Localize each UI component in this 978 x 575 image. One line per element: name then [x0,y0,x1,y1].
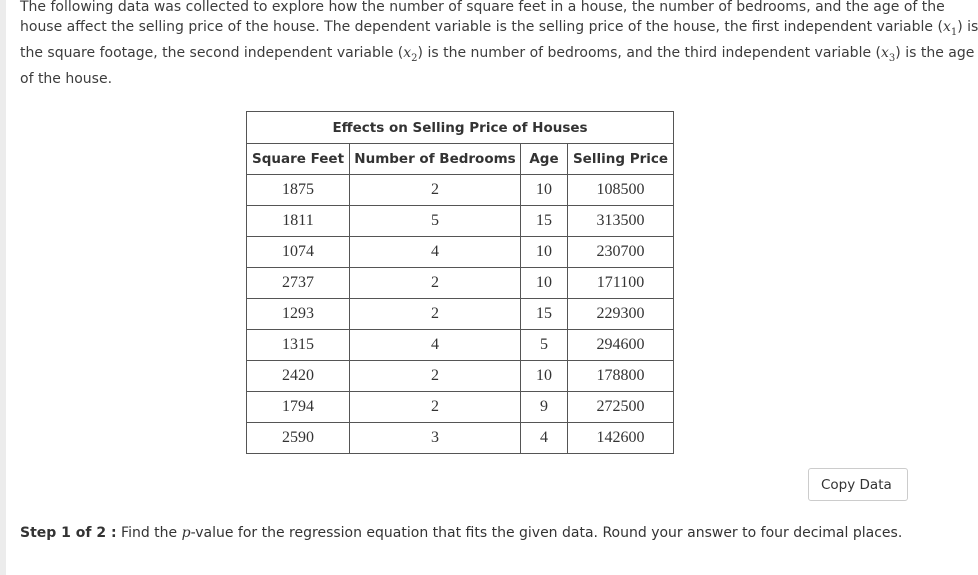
cell-bedrooms: 2 [350,361,521,392]
table-row [247,392,674,423]
cell-square-feet: 1875 [247,175,350,206]
cell-square-feet: 2737 [247,268,350,299]
cell-bedrooms: 4 [350,237,521,268]
cell-bedrooms: 3 [350,423,521,454]
cell-selling-price: 142600 [568,423,674,454]
cell-age: 5 [521,330,568,361]
column-header-age: Age [521,144,568,175]
problem-line-4: of the house. [20,70,113,87]
problem-line-2 [20,17,978,43]
table-row [247,299,674,330]
column-header-square-feet: Square Feet [247,144,350,175]
cell-square-feet: 2590 [247,423,350,454]
table-row [247,175,674,206]
table-row [247,206,674,237]
cell-bedrooms: 2 [350,175,521,206]
cell-selling-price: 178800 [568,361,674,392]
cell-bedrooms: 2 [350,268,521,299]
problem-text: house affect the selling price of the house. The dependent variable is the selling price of the house, the first independent variable ( [20,19,943,35]
copy-data-button[interactable]: Copy Data [808,468,908,501]
cell-selling-price: 313500 [568,206,674,237]
problem-line-3 [20,43,975,69]
cell-square-feet: 1293 [247,299,350,330]
table-row [247,330,674,361]
cell-bedrooms: 5 [350,206,521,237]
table-row [247,423,674,454]
step-text: Find the [121,525,182,541]
cell-selling-price: 171100 [568,268,674,299]
cell-square-feet: 1074 [247,237,350,268]
cell-square-feet: 1794 [247,392,350,423]
cell-square-feet: 2420 [247,361,350,392]
variable-x3: $x_3$ [881,44,896,64]
step-label: Step 1 of 2 : [20,525,117,541]
cell-age: 10 [521,175,568,206]
problem-line-1: The following data was collected to explore how the number of square feet in a house, the number of bedrooms, and the age of the [20,0,945,15]
cell-bedrooms: 4 [350,330,521,361]
problem-text: ) is the number of bedrooms, and the third independent variable ( [417,44,881,61]
cell-age: 9 [521,392,568,423]
step-instruction [20,525,902,541]
cell-age: 4 [521,423,568,454]
problem-text: the square footage, the second independent variable ( [20,44,404,61]
cell-bedrooms: 2 [350,392,521,423]
variable-x1: $x_1$ [942,19,958,38]
cell-square-feet: 1315 [247,330,350,361]
cell-age: 10 [521,361,568,392]
cell-age: 15 [521,206,568,237]
table-caption: Effects on Selling Price of Houses [247,112,674,144]
cell-selling-price: 230700 [568,237,674,268]
column-header-bedrooms: Number of Bedrooms [350,144,521,175]
cell-selling-price: 108500 [568,175,674,206]
cell-square-feet: 1811 [247,206,350,237]
column-header-selling-price: Selling Price [568,144,674,175]
left-margin-rule [0,0,6,575]
cell-selling-price: 229300 [568,299,674,330]
cell-selling-price: 272500 [568,392,674,423]
variable-x2: $x_2$ [403,44,418,64]
problem-text: ) is [957,19,978,35]
cell-selling-price: 294600 [568,330,674,361]
table-row [247,268,674,299]
cell-bedrooms: 2 [350,299,521,330]
table-row [247,237,674,268]
table-row [247,361,674,392]
step-text: -value for the regression equation that fits the given data. Round your answer to four decimal places. [190,525,903,541]
problem-statement [20,0,978,89]
cell-age: 10 [521,237,568,268]
variable-p: p [181,525,191,541]
cell-age: 15 [521,299,568,330]
cell-age: 10 [521,268,568,299]
problem-text: ) is the age [895,44,975,61]
house-data-table [246,111,674,454]
